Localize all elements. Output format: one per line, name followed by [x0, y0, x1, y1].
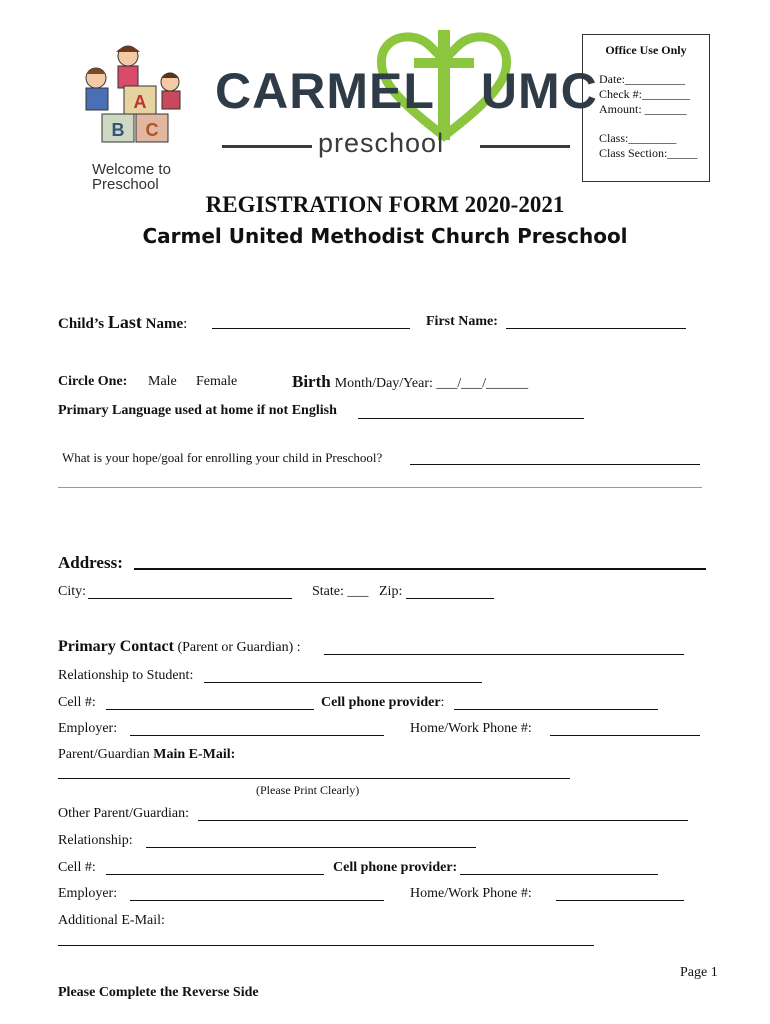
- primary-email-b: Main E-Mail:: [153, 747, 236, 762]
- additional-email-label: Additional E-Mail:: [58, 913, 165, 928]
- birth-format: Month/Day/Year: ___/___/______: [334, 376, 529, 391]
- hope-goal-label: What is your hope/goal for enrolling your child in Preschool?: [62, 450, 383, 465]
- other-home-work-label: Home/Work Phone #:: [410, 886, 532, 901]
- child-last-name-b: Last: [107, 312, 142, 332]
- primary-provider-colon: :: [440, 695, 445, 710]
- address-field[interactable]: [134, 558, 706, 570]
- primary-provider-label: [321, 695, 444, 711]
- primary-cell-label: Cell #:: [58, 695, 96, 710]
- other-cell-label: Cell #:: [58, 860, 96, 875]
- hope-goal-extra-line[interactable]: [58, 487, 702, 488]
- other-parent-field[interactable]: [198, 808, 688, 821]
- city-label: City:: [58, 584, 87, 599]
- other-home-work-field[interactable]: [556, 888, 684, 901]
- office-amount-field[interactable]: Amount: _______: [599, 102, 687, 116]
- primary-provider-field[interactable]: [454, 697, 658, 710]
- city-field[interactable]: [88, 586, 292, 599]
- preschool-logo: [66, 42, 200, 197]
- birth-label: Birth: [292, 372, 331, 391]
- page-number: Page 1: [680, 965, 718, 980]
- brand-divider-left: [222, 145, 312, 148]
- reverse-side-note: Please Complete the Reverse Side: [58, 985, 259, 1000]
- gender-female-option[interactable]: Female: [196, 374, 238, 389]
- block-letter-c: C: [145, 120, 159, 140]
- brand-divider-right: [480, 145, 570, 148]
- primary-email-field[interactable]: [58, 778, 570, 779]
- other-cell-field[interactable]: [106, 862, 324, 875]
- zip-field[interactable]: [406, 586, 494, 599]
- additional-email-field[interactable]: [58, 945, 594, 946]
- other-employer-field[interactable]: [130, 888, 384, 901]
- office-date-field[interactable]: Date:__________: [599, 72, 685, 86]
- child-first-name-field[interactable]: [506, 316, 686, 329]
- brand-name-left: CARMEL: [215, 63, 435, 119]
- birth-field[interactable]: [292, 372, 528, 392]
- primary-contact-sub: (Parent or Guardian) :: [173, 640, 301, 655]
- child-last-name-field[interactable]: [212, 316, 410, 329]
- form-subtitle: Carmel United Methodist Church Preschool: [142, 224, 628, 248]
- office-class-section-field[interactable]: Class Section:_____: [599, 146, 698, 160]
- primary-employer-label: Employer:: [58, 721, 118, 736]
- primary-contact-field[interactable]: [324, 642, 684, 655]
- primary-home-work-label: Home/Work Phone #:: [410, 721, 532, 736]
- gender-male-option[interactable]: Male: [148, 374, 177, 389]
- other-relationship-label: Relationship:: [58, 833, 133, 848]
- other-relationship-field[interactable]: [146, 835, 476, 848]
- brand-sub: preschool: [318, 128, 445, 158]
- office-check-field[interactable]: Check #:________: [599, 87, 690, 101]
- child-last-name-colon: :: [183, 316, 188, 332]
- relationship-to-student-field[interactable]: [204, 670, 482, 683]
- primary-language-label: Primary Language used at home if not English: [58, 403, 337, 418]
- primary-cell-field[interactable]: [106, 697, 314, 710]
- other-provider-label: Cell phone provider:: [333, 860, 458, 875]
- logo-welcome-line2: Preschool: [92, 176, 159, 193]
- primary-provider-text: Cell phone provider: [321, 695, 441, 710]
- primary-employer-field[interactable]: [130, 723, 384, 736]
- primary-email-a: Parent/Guardian: [58, 747, 154, 762]
- hope-goal-field[interactable]: [410, 452, 700, 465]
- form-title: REGISTRATION FORM 2020-2021: [205, 192, 565, 217]
- zip-label: Zip:: [379, 584, 403, 599]
- children-blocks-icon: [66, 42, 200, 157]
- other-provider-field[interactable]: [460, 862, 658, 875]
- relationship-to-student-label: Relationship to Student:: [58, 668, 194, 683]
- address-label: Address:: [58, 553, 123, 572]
- state-field[interactable]: State: ___: [312, 584, 369, 599]
- other-parent-label: Other Parent/Guardian:: [58, 806, 190, 821]
- print-clearly-note: (Please Print Clearly): [256, 783, 360, 797]
- block-letter-b: B: [111, 120, 125, 140]
- primary-contact-label: [58, 638, 301, 656]
- child-last-name-c: Name: [141, 316, 184, 332]
- child-last-name-a: Child’s: [58, 316, 108, 332]
- primary-home-work-field[interactable]: [550, 723, 700, 736]
- circle-one-label: Circle One:: [58, 374, 128, 389]
- primary-contact-title: Primary Contact: [58, 638, 174, 655]
- brand-name: [215, 62, 598, 120]
- office-class-field[interactable]: Class:________: [599, 131, 677, 145]
- block-letter-a: A: [133, 92, 147, 112]
- child-first-name-label: First Name:: [426, 314, 498, 329]
- child-last-name-label: [58, 312, 187, 333]
- office-use-box: [582, 34, 710, 182]
- primary-email-label: [58, 747, 235, 763]
- other-employer-label: Employer:: [58, 886, 118, 901]
- logo-welcome-line1: Welcome to: [92, 161, 171, 178]
- office-heading: Office Use Only: [605, 43, 687, 57]
- primary-language-field[interactable]: [358, 406, 584, 419]
- brand-name-right: UMC: [480, 63, 598, 119]
